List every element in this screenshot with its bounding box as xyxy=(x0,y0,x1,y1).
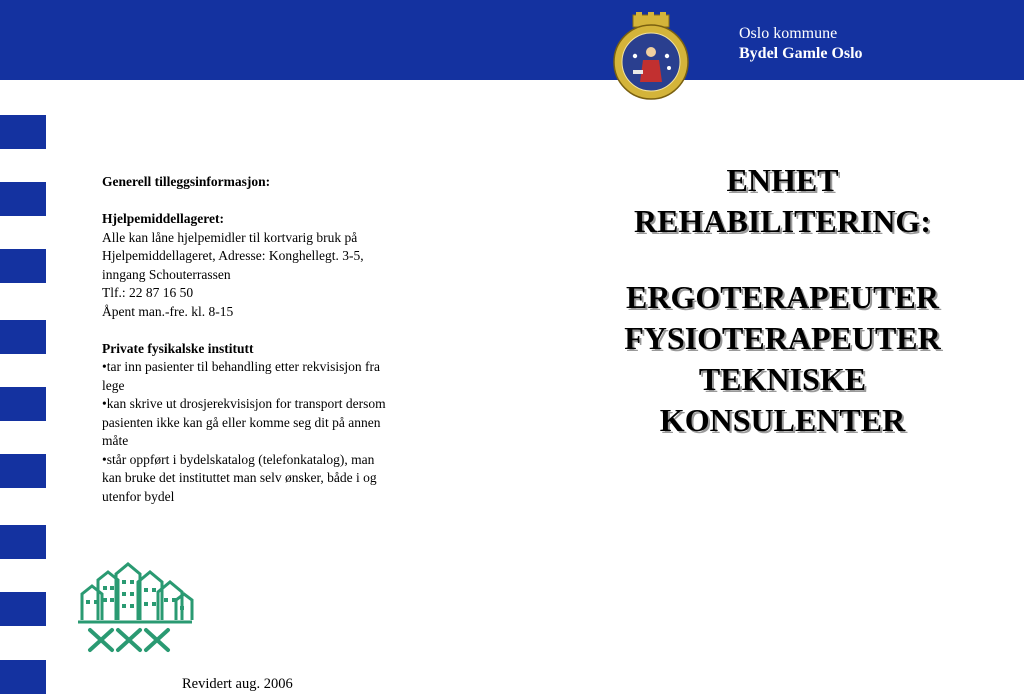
title-line: REHABILITERING: xyxy=(634,203,931,239)
decor-square xyxy=(0,660,46,694)
organization-block xyxy=(739,24,863,64)
info-heading: Generell tilleggsinformasjon: xyxy=(102,174,271,189)
section-title-hjelpemiddellageret: Hjelpemiddellageret: xyxy=(102,211,224,226)
decor-square xyxy=(0,387,46,421)
oslo-seal-icon xyxy=(609,12,693,100)
profession-line: FYSIOTERAPEUTER xyxy=(624,320,941,356)
title-line: ENHET xyxy=(726,162,839,198)
opening-hours: Åpent man.-fre. kl. 8-15 xyxy=(102,303,234,319)
bullet-item: •står oppført i bydelskatalog (telefonkatalog), man kan bruke det instituttet man selv ønsker, både i og utenfor bydel xyxy=(102,451,377,504)
profession-list xyxy=(560,277,1005,441)
decor-square xyxy=(0,454,46,488)
unit-title xyxy=(560,160,1005,242)
revision-date: Revidert aug. 2006 xyxy=(182,676,293,692)
section-title-private-institutes: Private fysikalske institutt xyxy=(102,340,254,356)
org-name: Oslo kommune xyxy=(739,25,838,42)
decor-square xyxy=(0,320,46,354)
bullet-item: •kan skrive ut drosjerekvisisjon for transport dersom pasienten ikke kan gå eller komme seg dit på annen måte xyxy=(102,396,386,448)
decor-square xyxy=(0,249,46,283)
decor-square xyxy=(0,592,46,626)
profession-line: KONSULENTER xyxy=(659,402,906,438)
decor-square xyxy=(0,182,46,216)
header-bar xyxy=(0,0,1024,80)
profession-line: ERGOTERAPEUTER xyxy=(626,279,939,315)
info-column xyxy=(102,173,387,525)
profession-line: TEKNISKE xyxy=(698,361,867,397)
section-line: Alle kan låne hjelpemidler til kortvarig bruk på Hjelpemiddellageret, Adresse: Konghellegt. 3-5, inngang Schouterrassen xyxy=(102,229,364,282)
bullet-item: •tar inn pasienter til behandling etter rekvisisjon fra lege xyxy=(102,359,381,393)
decor-square xyxy=(0,115,46,149)
phone-number: Tlf.: 22 87 16 50 xyxy=(102,285,194,300)
department-name: Bydel Gamle Oslo xyxy=(739,45,863,62)
decor-square xyxy=(0,525,46,559)
bydel-houses-logo xyxy=(76,560,194,654)
